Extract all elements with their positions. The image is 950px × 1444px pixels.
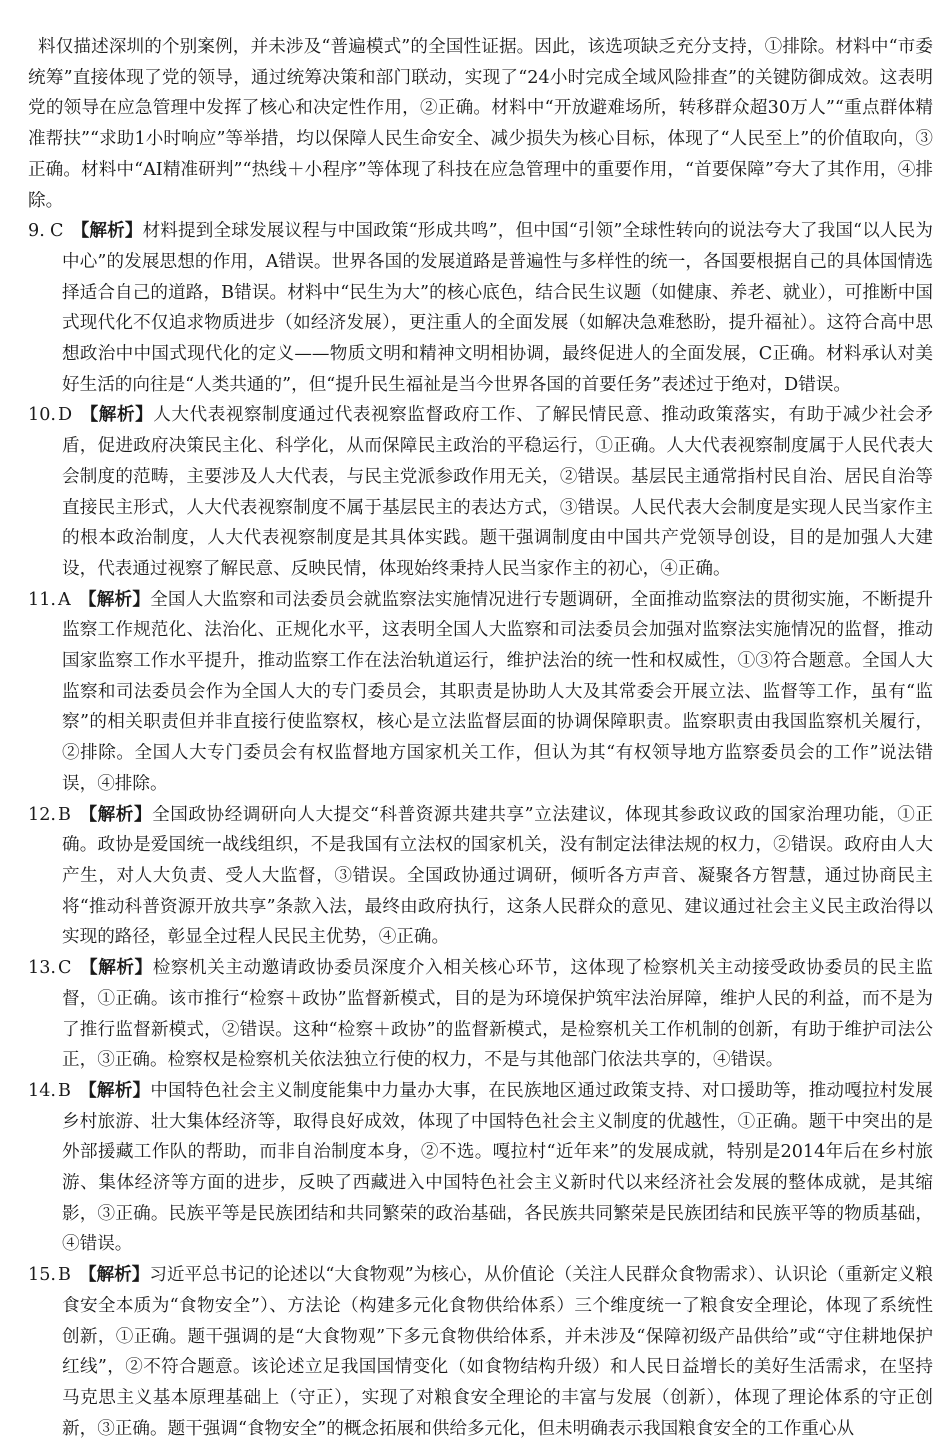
item-text: 中国特色社会主义制度能集中力量办大事，在民族地区通过政策支持、对口援助等，推动嘎拉村发展乡村旅游、壮大集体经济等，取得良好成效，体现了中国特色社会主义制度的优越性，①正确。题干中突出的是外部援藏工作队的帮助，而非自治制度本身，②不选。嘎拉村“近年来”的发展成就，特别是2014年后在乡村旅游、集体经济等方面的进步，反映了西藏进入中国特色社会主义新时代以来经济社会发展的整体成就，是其缩影，③正确。民族平等是民族团结和共同繁荣的政治基础，各民族共同繁荣是民族团结和民族平等的物质基础，④错误。	[62, 1080, 933, 1255]
item-11	[28, 585, 933, 800]
item-text: 人大代表视察制度通过代表视察监督政府工作、了解民情民意、推动政策落实，有助于减少社会矛盾，促进政府决策民主化、科学化，从而保障民主政治的平稳运行，①正确。人大代表视察制度属于人民代表大会制度的范畴，主要涉及人大代表，与民主党派参政作用无关，②错误。基层民主通常指村民自治、居民自治等直接民主形式，人大代表视察制度不属于基层民主的表达方式，③错误。人民代表大会制度是实现人民当家作主的根本政治制度，人大代表视察制度是其具体实践。题干强调制度由中国共产党领导创设，目的是加强人大建设，代表通过视察了解民意、反映民情，体现始终秉持人民当家作主的初心，④正确。	[62, 405, 933, 579]
analysis-tag: 【解析】	[78, 1265, 150, 1286]
item-13	[28, 953, 933, 1076]
item-number: 9.	[28, 221, 45, 242]
item-text: 材料提到全球发展议程与中国政策“形成共鸣”，但中国“引领”全球性转向的说法夸大了我国“以人民为中心”的发展思想的作用，A错误。世界各国的发展道路是普遍性与多样性的统一，各国要根据自己的具体国情选择适合自己的道路，B错误。材料中“民生为大”的核心底色，结合民生议题（如健康、养老、就业），可推断中国式现代化不仅追求物质进步（如经济发展），更注重人的全面发展（如解决急难愁盼，提升福祉）。这符合高中思想政治中中国式现代化的定义——物质文明和精神文明相协调，最终促进人的全面发展，C正确。材料承认对美好生活的向往是“人类共通的”，但“提升民生福祉是当今世界各国的首要任务”表述过于绝对，D错误。	[62, 221, 933, 395]
item-number: 15.	[28, 1265, 56, 1286]
item-answer: D	[58, 405, 73, 426]
item-9	[28, 216, 933, 400]
item-answer: C	[50, 221, 64, 242]
continuation-paragraph: 料仅描述深圳的个别案例，并未涉及“普遍模式”的全国性证据。因此，该选项缺乏充分支持，①排除。材料中“市委统筹”直接体现了党的领导，通过统筹决策和部门联动，实现了“24小时完成全域风险排查”的关键防御成效。这表明党的领导在应急管理中发挥了核心和决定性作用，②正确。材料中“开放避难场所，转移群众超30万人”“重点群体精准帮扶”“求助1小时响应”等举措，均以保障人民生命安全、减少损失为核心目标，体现了“人民至上”的价值取向，③正确。材料中“AI精准研判”“热线＋小程序”等体现了科技在应急管理中的重要作用，“首要保障”夸大了其作用，④排除。	[28, 37, 933, 211]
item-answer: B	[58, 1265, 71, 1286]
item-number: 13.	[28, 958, 56, 979]
analysis-tag: 【解析】	[71, 221, 143, 242]
item-14	[28, 1076, 933, 1260]
analysis-tag: 【解析】	[78, 589, 151, 610]
item-answer: A	[58, 589, 71, 610]
item-number: 14.	[28, 1080, 56, 1101]
analysis-tag: 【解析】	[78, 804, 153, 825]
item-text: 全国政协经调研向人大提交“科普资源共建共享”立法建议，体现其参政议政的国家治理功能，①正确。政协是爱国统一战线组织，不是我国有立法权的国家机关，没有制定法律法规的权力，②错误。政府由人大产生，对人大负责、受人大监督，③错误。全国政协通过调研，倾听各方声音、凝聚各方智慧，通过协商民主将“推动科普资源开放共享”条款入法，最终由政府执行，这条人民群众的意见、建议通过社会主义民主政治得以实现的路径，彰显全过程人民民主优势，④正确。	[62, 804, 933, 948]
item-answer: C	[58, 958, 72, 979]
item-text: 全国人大监察和司法委员会就监察法实施情况进行专题调研，全面推动监察法的贯彻实施，不断提升监察工作规范化、法治化、正规化水平，这表明全国人大监察和司法委员会加强对监察法实施情况的监督，推动国家监察工作水平提升，推动监察工作在法治轨道运行，维护法治的统一性和权威性，①③符合题意。全国人大监察和司法委员会作为全国人大的专门委员会，其职责是协助人大及其常委会开展立法、监督等工作，虽有“监察”的相关职责但并非直接行使监察权，核心是立法监督层面的协调保障职责。监察职责由我国监察机关履行，②排除。全国人大专门委员会有权监督地方国家机关工作，但认为其“有权领导地方监察委员会的工作”说法错误，④排除。	[62, 589, 933, 794]
item-text: 习近平总书记的论述以“大食物观”为核心，从价值论（关注人民群众食物需求）、认识论（重新定义粮食安全本质为“食物安全”）、方法论（构建多元化食物供给体系）三个维度统一了粮食安全理论，体现了系统性创新，①正确。题干强调的是“大食物观”下多元食物供给体系，并未涉及“保障初级产品供给”或“守住耕地保护红线”，②不符合题意。该论述立足我国国情变化（如食物结构升级）和人民日益增长的美好生活需求，在坚持马克思主义基本原理基础上（守正），实现了对粮食安全理论的丰富与发展（创新），体现了理论体系的守正创新，③正确。题干强调“食物安全”的概念拓展和供给多元化，但未明确表示我国粮食安全的工作重心从	[62, 1265, 933, 1439]
item-15	[28, 1260, 933, 1444]
analysis-tag: 【解析】	[78, 1080, 151, 1101]
item-10	[28, 400, 933, 584]
item-text: 检察机关主动邀请政协委员深度介入相关核心环节，这体现了检察机关主动接受政协委员的民主监督，①正确。该市推行“检察＋政协”监督新模式，目的是为环境保护筑牢法治屏障，维护人民的利益，而不是为了推行监督新模式，②错误。这种“检察＋政协”的监督新模式，是检察机关工作机制的创新，有助于维护司法公正，③正确。检察权是检察机关依法独立行使的权力，不是与其他部门依法共享的，④错误。	[62, 958, 933, 1071]
item-number: 10.	[28, 405, 56, 426]
answer-explanation-page	[28, 32, 933, 1444]
item-answer: B	[58, 1080, 71, 1101]
analysis-tag: 【解析】	[80, 405, 154, 426]
item-number: 12.	[28, 804, 56, 825]
item-number: 11.	[28, 589, 56, 610]
item-answer: B	[58, 804, 71, 825]
analysis-tag: 【解析】	[79, 958, 153, 979]
item-12	[28, 800, 933, 954]
